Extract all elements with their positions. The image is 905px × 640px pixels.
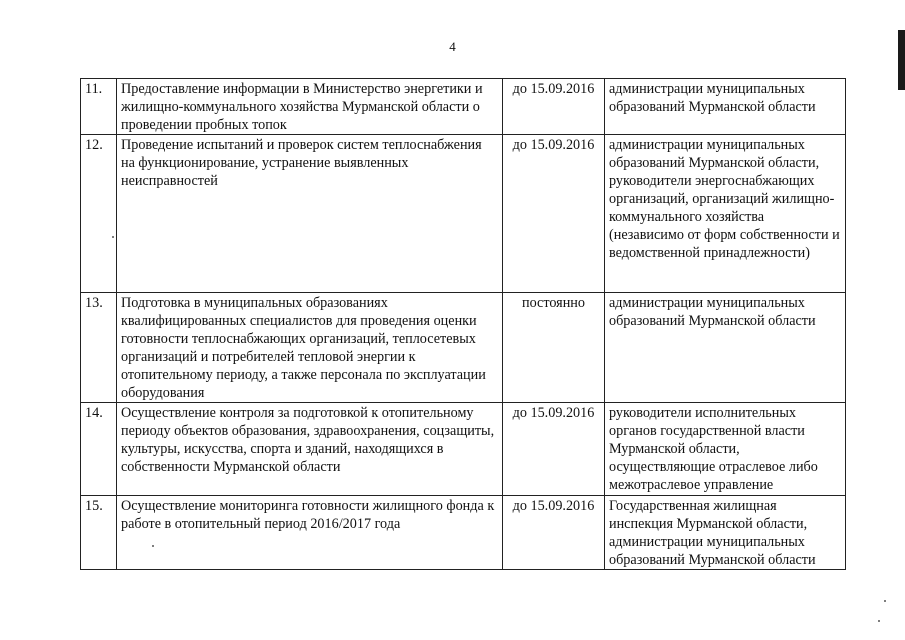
- table-row: [81, 79, 846, 135]
- scan-speck: [878, 620, 880, 622]
- responsible-cell: руководители исполнительных органов государственной власти Мурманской области, осуществляющие отраслевое либо межотраслевое управление: [605, 403, 846, 496]
- table-row: [81, 496, 846, 570]
- table-row: [81, 293, 846, 403]
- table-row: [81, 135, 846, 293]
- deadline-cell: до 15.09.2016: [503, 79, 605, 135]
- scan-speck: [884, 600, 886, 602]
- row-number: 11.: [81, 79, 117, 135]
- deadline-cell: до 15.09.2016: [503, 403, 605, 496]
- deadline-cell: постоянно: [503, 293, 605, 403]
- responsible-cell: администрации муниципальных образований Мурманской области: [605, 293, 846, 403]
- task-cell: Проведение испытаний и проверок систем теплоснабжения на функционирование, устранение выявленных неисправностей: [117, 135, 503, 293]
- row-number: 13.: [81, 293, 117, 403]
- scan-speck: [112, 236, 114, 238]
- responsible-cell: Государственная жилищная инспекция Мурманской области, администрации муниципальных образований Мурманской области: [605, 496, 846, 570]
- row-number: 15.: [81, 496, 117, 570]
- scan-edge-shadow: [898, 30, 905, 90]
- task-cell: Осуществление мониторинга готовности жилищного фонда к работе в отопительный период 2016/2017 года: [117, 496, 503, 570]
- activities-table: [80, 78, 846, 570]
- task-cell: Предоставление информации в Министерство энергетики и жилищно-коммунального хозяйства Мурманской области о проведении пробных топок: [117, 79, 503, 135]
- row-number: 14.: [81, 403, 117, 496]
- page-number: 4: [449, 39, 456, 54]
- table-row: [81, 403, 846, 496]
- task-cell: Подготовка в муниципальных образованиях квалифицированных специалистов для проведения оценки готовности теплоснабжающих организаций, теплосетевых организаций и потребителей тепловой энергии к отопительному периоду, а также персонала по эксплуатации оборудования: [117, 293, 503, 403]
- scan-speck: [152, 545, 154, 547]
- row-number: 12.: [81, 135, 117, 293]
- task-cell: Осуществление контроля за подготовкой к отопительному периоду объектов образования, здравоохранения, соцзащиты, культуры, искусства, спорта и зданий, находящихся в собственности Мурманской области: [117, 403, 503, 496]
- responsible-cell: администрации муниципальных образований Мурманской области, руководители энергоснабжающих организаций, организаций жилищно-коммунального хозяйства (независимо от форм собственности и ведомственной принадлежности): [605, 135, 846, 293]
- deadline-cell: до 15.09.2016: [503, 496, 605, 570]
- responsible-cell: администрации муниципальных образований Мурманской области: [605, 79, 846, 135]
- deadline-cell: до 15.09.2016: [503, 135, 605, 293]
